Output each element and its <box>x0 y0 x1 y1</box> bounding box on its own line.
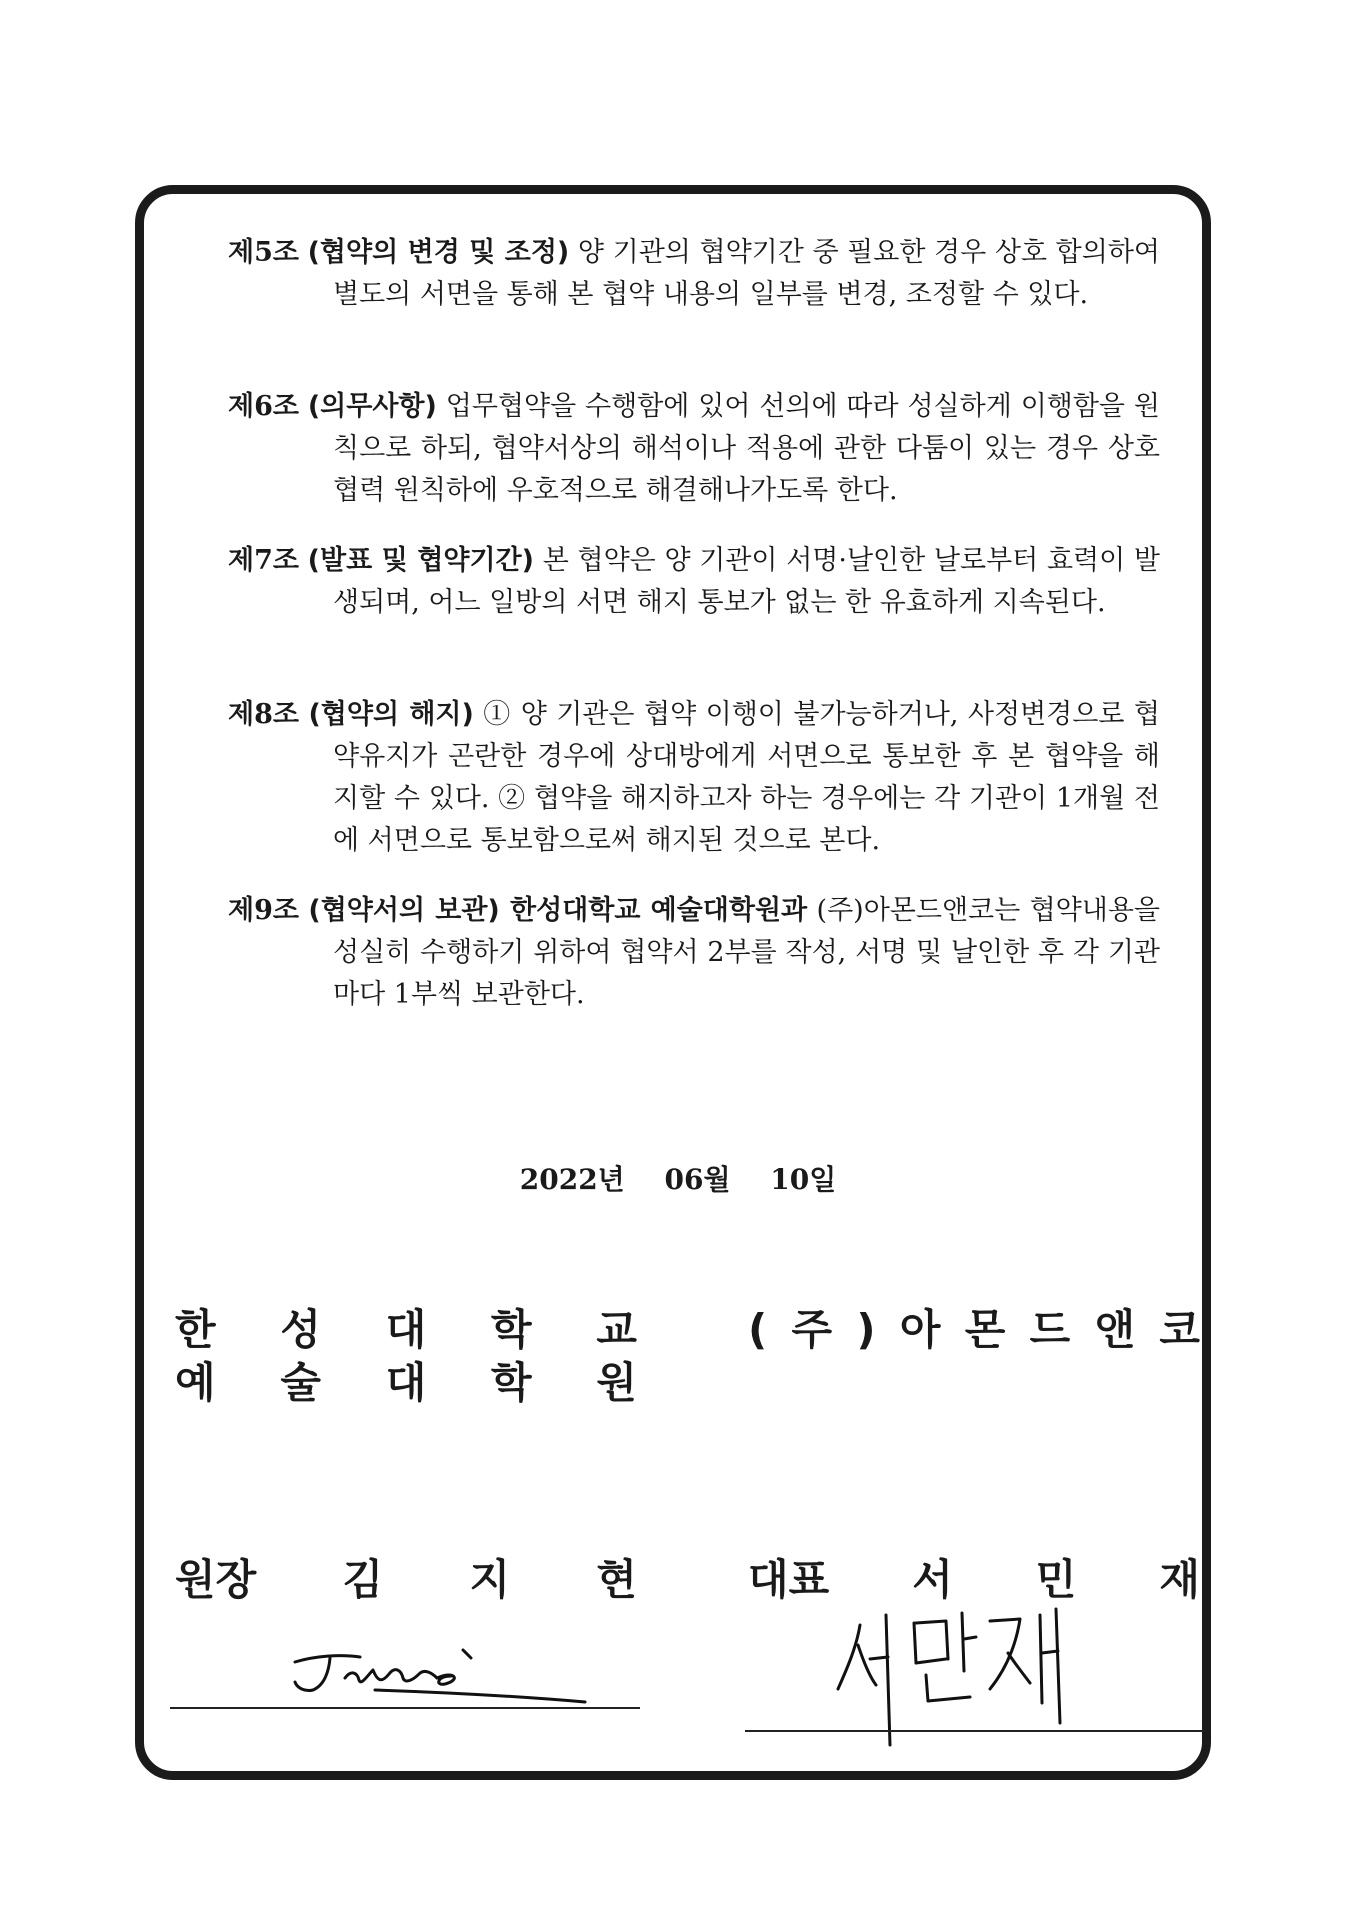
right-signature <box>830 1605 1090 1755</box>
article-title: (협약의 해지) <box>308 699 474 730</box>
char: 교 <box>596 1305 637 1354</box>
article-8 <box>228 694 1160 862</box>
article-text: ① 양 기관은 협약 이행이 불가능하거나, 사정변경으로 협약유지가 곤란한 경우에 상대방에게 서면으로 통보한 후 본 협약을 해지할 수 있다. ② 협약을 해지하고자 하는 경우에는 각 기관이 1개월 전에 서면으로 통보함으로써 해지된 것으로 본다. <box>333 699 1160 856</box>
char: 앤 <box>1094 1305 1136 1354</box>
signing-date: 2022년 06월 10일 <box>519 1163 837 1196</box>
char: 코 <box>1159 1305 1200 1354</box>
article-title: (협약서의 보관) <box>308 895 500 926</box>
char: 지 <box>469 1555 511 1604</box>
char: 대 <box>385 1305 427 1354</box>
rep-title: 원장 <box>175 1555 257 1604</box>
article-title: (발표 및 협약기간) <box>307 545 534 576</box>
char: 민 <box>1035 1555 1077 1604</box>
char: ( <box>748 1305 768 1354</box>
char: 재 <box>1159 1555 1200 1604</box>
article-text: 업무협약을 수행함에 있어 선의에 따라 성실하게 이행함을 원칙으로 하되, 협약서상의 해석이나 적용에 관한 다툼이 있는 경우 상호협력 원칙하에 우호적으로 해결해나가도록 한다. <box>333 391 1160 506</box>
right-party-representative <box>748 1552 1200 1608</box>
char: 한 <box>175 1305 216 1354</box>
char: 학 <box>491 1358 532 1407</box>
char: 현 <box>596 1555 637 1604</box>
article-number: 제8조 <box>228 699 299 730</box>
char: 아 <box>899 1305 941 1354</box>
article-9 <box>228 890 1160 1016</box>
article-text: 양 기관의 협약기간 중 필요한 경우 상호 합의하여 별도의 서면을 통해 본 협약 내용의 일부를 변경, 조정할 수 있다. <box>333 237 1160 310</box>
char: ) <box>856 1305 876 1354</box>
left-signature <box>285 1630 605 1710</box>
char: 주 <box>791 1305 833 1354</box>
article-7 <box>228 540 1160 624</box>
article-text: 본 협약은 양 기관이 서명·날인한 날로부터 효력이 발생되며, 어느 일방의 서면 해지 통보가 없는 한 유효하게 지속된다. <box>333 545 1160 618</box>
char: 몬 <box>964 1305 1006 1354</box>
article-number: 제5조 <box>228 237 299 268</box>
rep-title: 대표 <box>748 1555 830 1604</box>
article-number: 제6조 <box>228 391 299 422</box>
article-title: (의무사항) <box>307 391 437 422</box>
char: 술 <box>280 1358 321 1407</box>
char: 드 <box>1029 1305 1071 1354</box>
char: 서 <box>912 1555 953 1604</box>
article-6 <box>228 386 1160 512</box>
char: 학 <box>491 1305 532 1354</box>
char: 원 <box>596 1358 637 1407</box>
article-emphasis: 한성대학교 예술대학원과 <box>499 895 808 926</box>
right-signature-line <box>745 1730 1205 1732</box>
left-party-name-line2 <box>175 1355 637 1411</box>
char: 예 <box>175 1358 216 1407</box>
left-signature-line <box>170 1707 640 1709</box>
article-5 <box>228 232 1160 316</box>
left-party-name-line1 <box>175 1302 637 1358</box>
article-number: 제9조 <box>228 895 299 926</box>
char: 김 <box>342 1555 384 1604</box>
char: 성 <box>280 1305 321 1354</box>
article-title: (협약의 변경 및 조정) <box>307 237 570 268</box>
article-text: (주)아몬드앤코는 협약내용을 성실히 수행하기 위하여 협약서 2부를 작성, 서명 및 날인한 후 각 기관마다 1부씩 보관한다. <box>333 895 1161 1010</box>
char: 대 <box>385 1358 427 1407</box>
article-number: 제7조 <box>228 545 299 576</box>
right-party-name-line1 <box>748 1302 1200 1358</box>
left-party-representative <box>175 1552 637 1608</box>
